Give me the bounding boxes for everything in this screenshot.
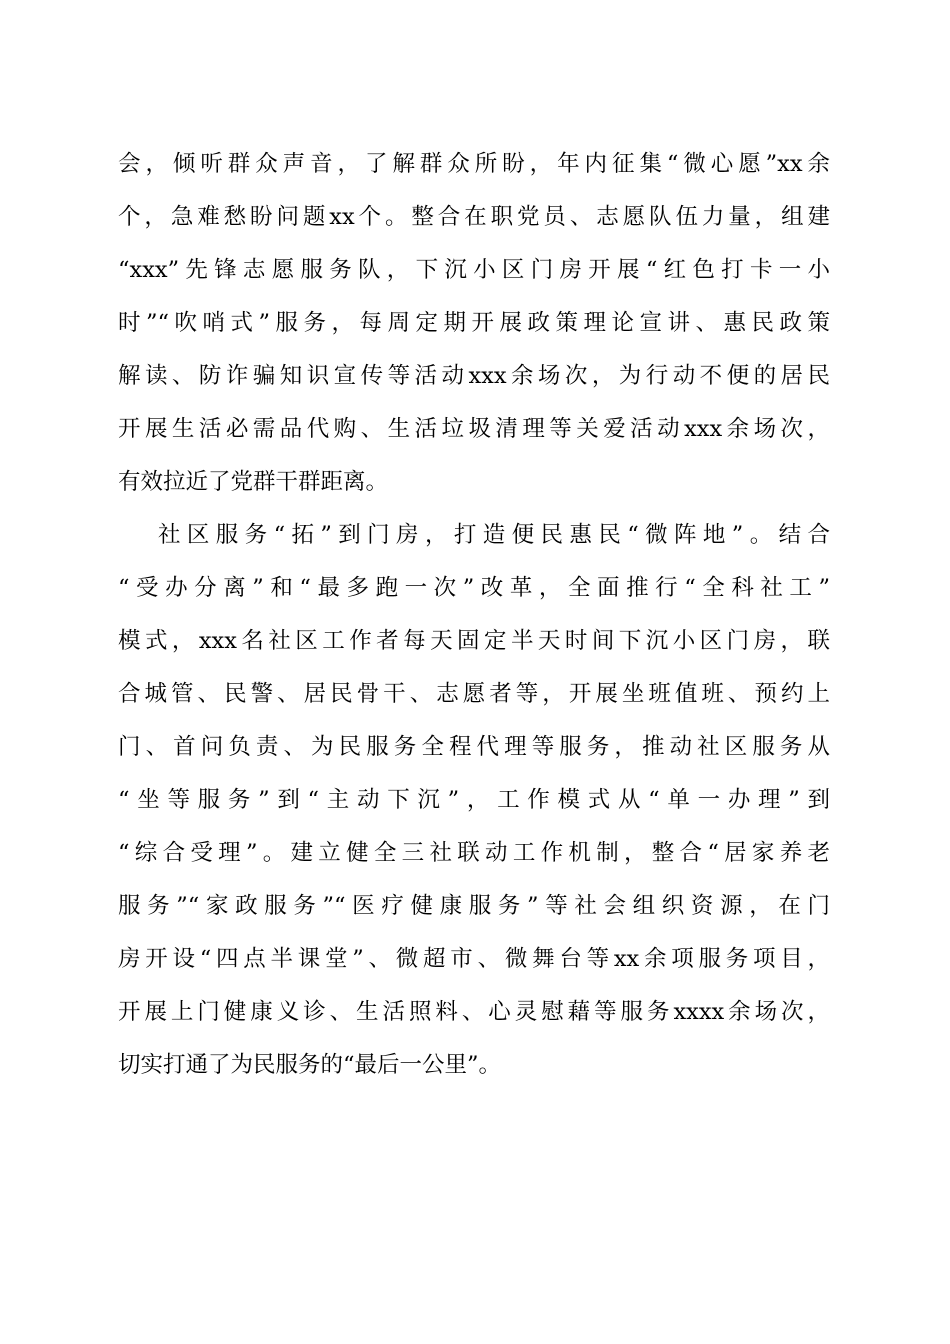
- paragraph-1-line: “xxx”先锋志愿服务队，下沉小区门房开展“红色打卡一小: [118, 257, 830, 283]
- paragraph-1-line: 有效拉近了党群干群距离。: [118, 469, 389, 495]
- paragraph-1: [118, 138, 830, 509]
- paragraph-2-line: 模式，xxx名社区工作者每天固定半天时间下沉小区门房，联: [118, 628, 830, 654]
- paragraph-2-line: “受办分离”和“最多跑一次”改革，全面推行“全科社工”: [118, 575, 830, 601]
- paragraph-2-line: 门、首问负责、为民服务全程代理等服务，推动社区服务从: [118, 734, 830, 760]
- paragraph-1-line: 个，急难愁盼问题xx个。整合在职党员、志愿队伍力量，组建: [118, 204, 830, 230]
- paragraph-2-line: 房开设“四点半课堂”、微超市、微舞台等xx余项服务项目，: [118, 946, 830, 972]
- paragraph-1-line: 解读、防诈骗知识宣传等活动xxx余场次，为行动不便的居民: [118, 363, 830, 389]
- paragraph-2-line: 服务”“家政服务”“医疗健康服务”等社会组织资源，在门: [118, 893, 830, 919]
- paragraph-2: [118, 509, 830, 1092]
- paragraph-2-line: 切实打通了为民服务的“最后一公里”。: [118, 1052, 502, 1078]
- paragraph-2-line: 开展上门健康义诊、生活照料、心灵慰藉等服务xxxx余场次，: [118, 999, 830, 1025]
- body-text: [118, 138, 830, 1092]
- paragraph-2-line: “综合受理”。建立健全三社联动工作机制，整合“居家养老: [118, 840, 830, 866]
- paragraph-1-line: 开展生活必需品代购、生活垃圾清理等关爱活动xxx余场次，: [118, 416, 830, 442]
- paragraph-1-line: 时”“吹哨式”服务，每周定期开展政策理论宣讲、惠民政策: [118, 310, 830, 336]
- paragraph-1-line: 会，倾听群众声音，了解群众所盼，年内征集“微心愿”xx余: [118, 151, 830, 177]
- paragraph-2-line: “坐等服务”到“主动下沉”，工作模式从“单一办理”到: [118, 787, 830, 813]
- paragraph-2-line: 合城管、民警、居民骨干、志愿者等，开展坐班值班、预约上: [118, 681, 830, 707]
- paragraph-2-line: 社区服务“拓”到门房，打造便民惠民“微阵地”。结合: [158, 522, 830, 548]
